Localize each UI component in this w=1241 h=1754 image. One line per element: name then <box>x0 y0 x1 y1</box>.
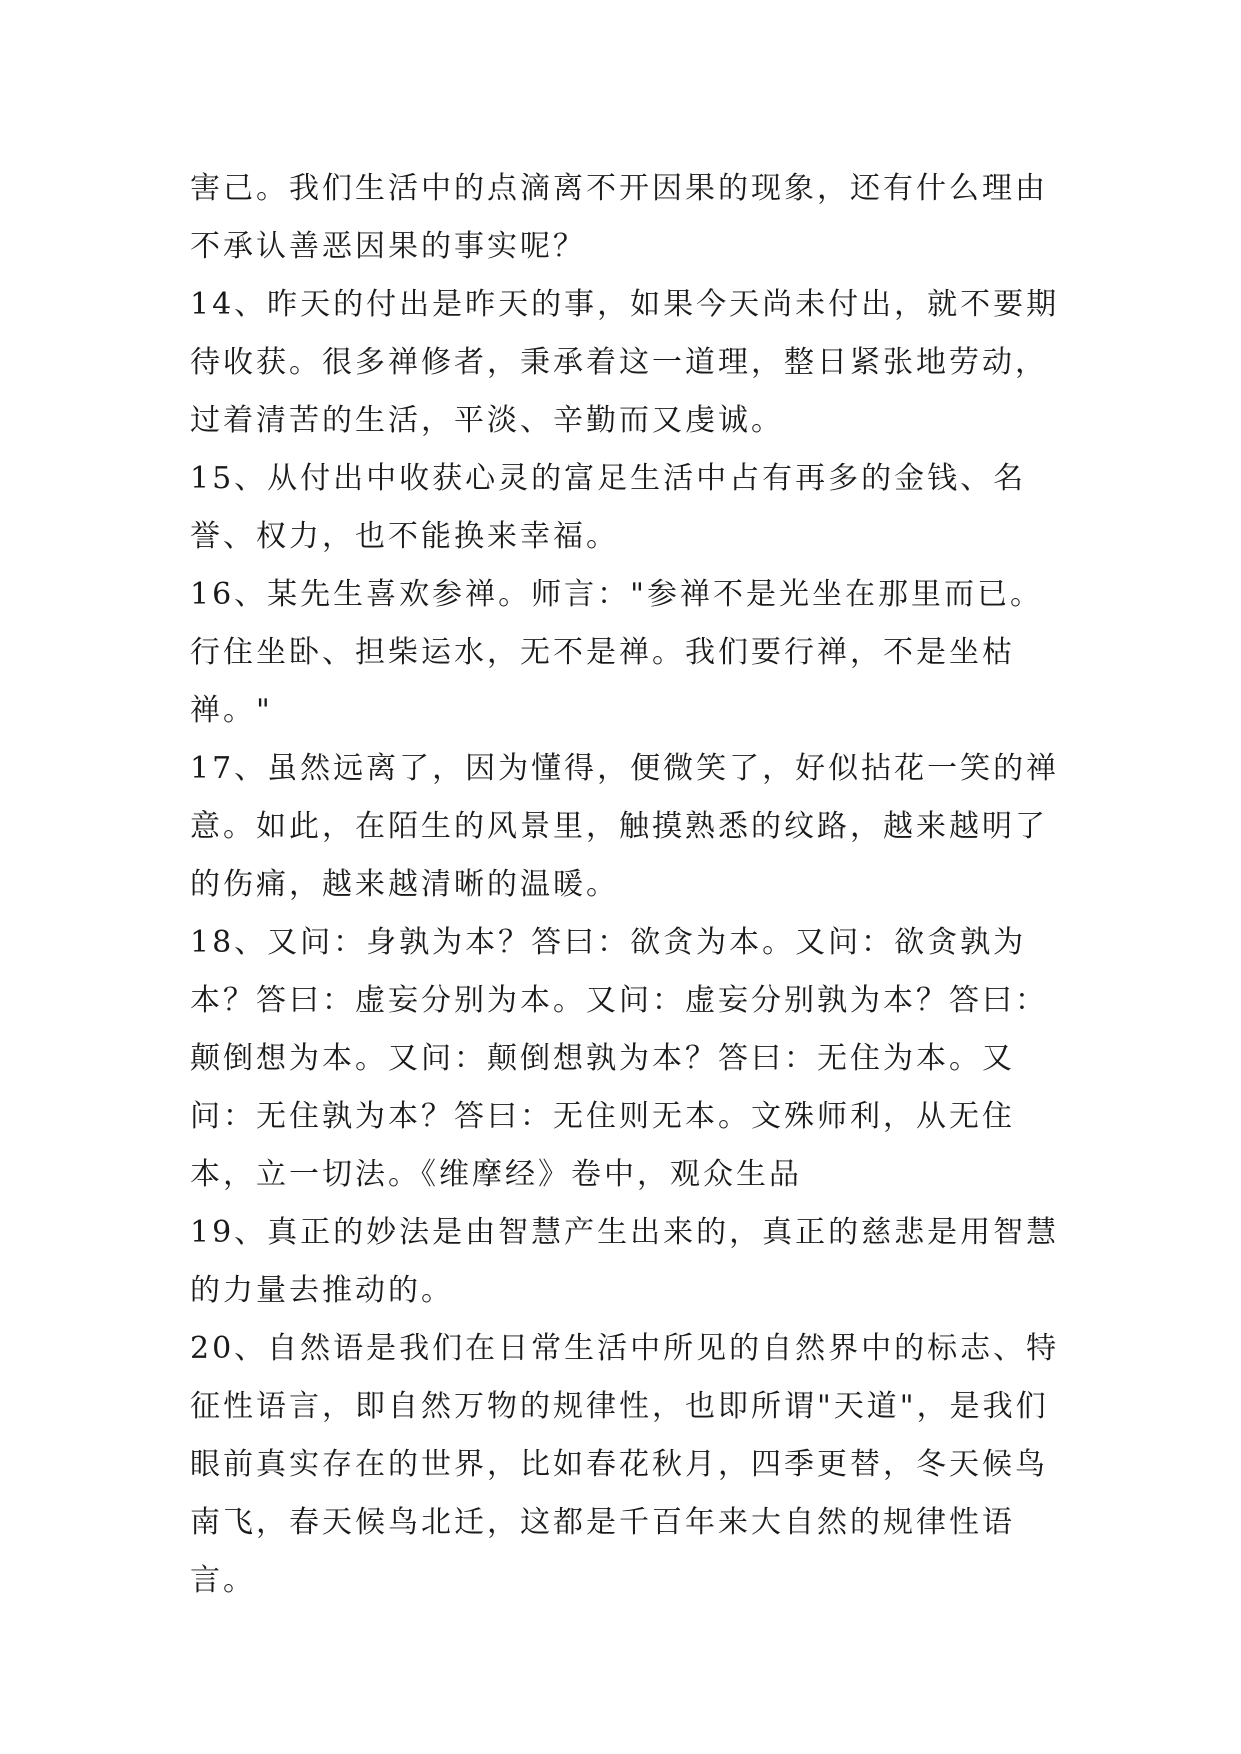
document-body <box>190 160 1060 1610</box>
paragraph-17: 17、虽然远离了，因为懂得，便微笑了，好似拈花一笑的禅意。如此，在陌生的风景里，触摸熟悉的纹路，越来越明了的伤痛，越来越清晰的温暖。 <box>190 751 1060 902</box>
paragraph-14: 14、昨天的付出是昨天的事，如果今天尚未付出，就不要期待收获。很多禅修者，秉承着这一道理，整日紧张地劳动，过着清苦的生活，平淡、辛勤而又虔诚。 <box>190 287 1060 438</box>
paragraph-20: 20、自然语是我们在日常生活中所见的自然界中的标志、特征性语言，即自然万物的规律性，也即所谓"天道"，是我们眼前真实存在的世界，比如春花秋月，四季更替，冬天候鸟南飞，春天候鸟北迁，这都是千百年来大自然的规律性语言。 <box>190 1331 1060 1598</box>
paragraph-19: 19、真正的妙法是由智慧产生出来的，真正的慈悲是用智慧的力量去推动的。 <box>190 1215 1060 1308</box>
paragraph-16: 16、某先生喜欢参禅。师言："参禅不是光坐在那里而已。行住坐卧、担柴运水，无不是禅。我们要行禅，不是坐枯禅。" <box>190 577 1043 728</box>
paragraph-continuation: 害己。我们生活中的点滴离不开因果的现象，还有什么理由不承认善恶因果的事实呢？ <box>190 171 1048 264</box>
paragraph-15: 15、从付出中收获心灵的富足生活中占有再多的金钱、名誉、权力，也不能换来幸福。 <box>190 461 1027 554</box>
paragraph-18: 18、又问：身孰为本？答曰：欲贪为本。又问：欲贪孰为本？答曰：虚妄分别为本。又问：虚妄分别孰为本？答曰：颠倒想为本。又问：颠倒想孰为本？答曰：无住为本。又问：无住孰为本？答曰：无住则无本。文殊师利，从无住本，立一切法。《维摩经》卷中，观众生品 <box>190 925 1048 1192</box>
